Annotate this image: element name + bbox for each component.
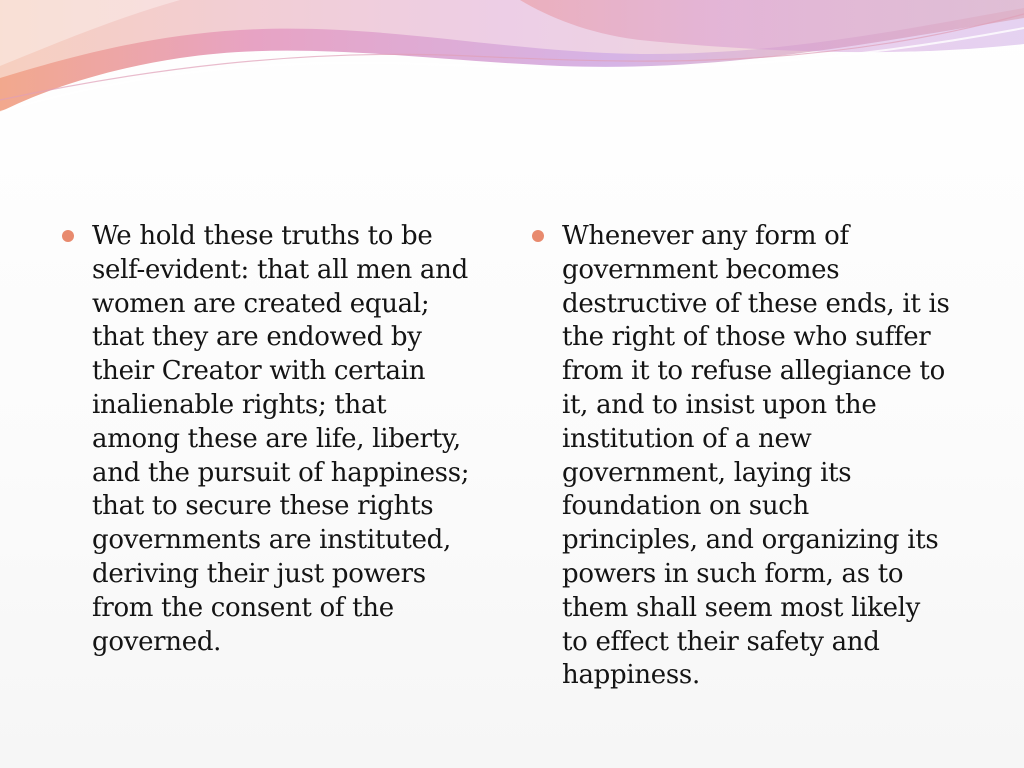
text-line: institution of a new [562,423,812,454]
text-line: from it to refuse allegiance to [562,356,945,387]
text-line: the right of those who suffer [562,322,931,353]
bullet-column-right [532,220,952,693]
text-line: among these are life, liberty, [92,423,461,454]
text-line: principles, and organizing its [562,525,939,556]
text-line: government becomes [562,254,840,285]
text-line: We hold these truths to be [92,221,433,251]
text-line: that to secure these rights [92,491,434,522]
text-line: that they are endowed by [92,322,422,353]
text-line: foundation on such [562,491,809,522]
text-line: governed. [92,626,222,657]
bullet-column-left [62,220,482,659]
bullet-text [562,220,952,693]
text-line: from the consent of the [92,592,394,623]
text-line: their Creator with certain [92,356,426,387]
text-line: government, laying its [562,457,852,488]
decorative-wave-header [0,0,1024,130]
bullet-item [62,220,482,659]
text-line: and the pursuit of happiness; [92,457,470,488]
bullet-dot-icon [62,230,74,242]
text-line: destructive of these ends, it is [562,288,950,319]
text-line: powers in such form, as to [562,558,904,589]
bullet-text [92,220,482,659]
bullet-dot-icon [532,230,544,242]
text-line: women are created equal; [92,288,430,319]
text-line: self-evident: that all men and [92,254,468,285]
text-line: them shall seem most likely [562,592,921,623]
text-line: deriving their just powers [92,558,426,589]
text-line: inalienable rights; that [92,389,387,420]
bullet-item [532,220,952,693]
text-line: happiness. [562,660,700,691]
text-line: it, and to insist upon the [562,389,877,420]
text-line: to effect their safety and [562,626,880,657]
text-line: Whenever any form of [562,221,849,251]
text-line: governments are instituted, [92,525,451,556]
